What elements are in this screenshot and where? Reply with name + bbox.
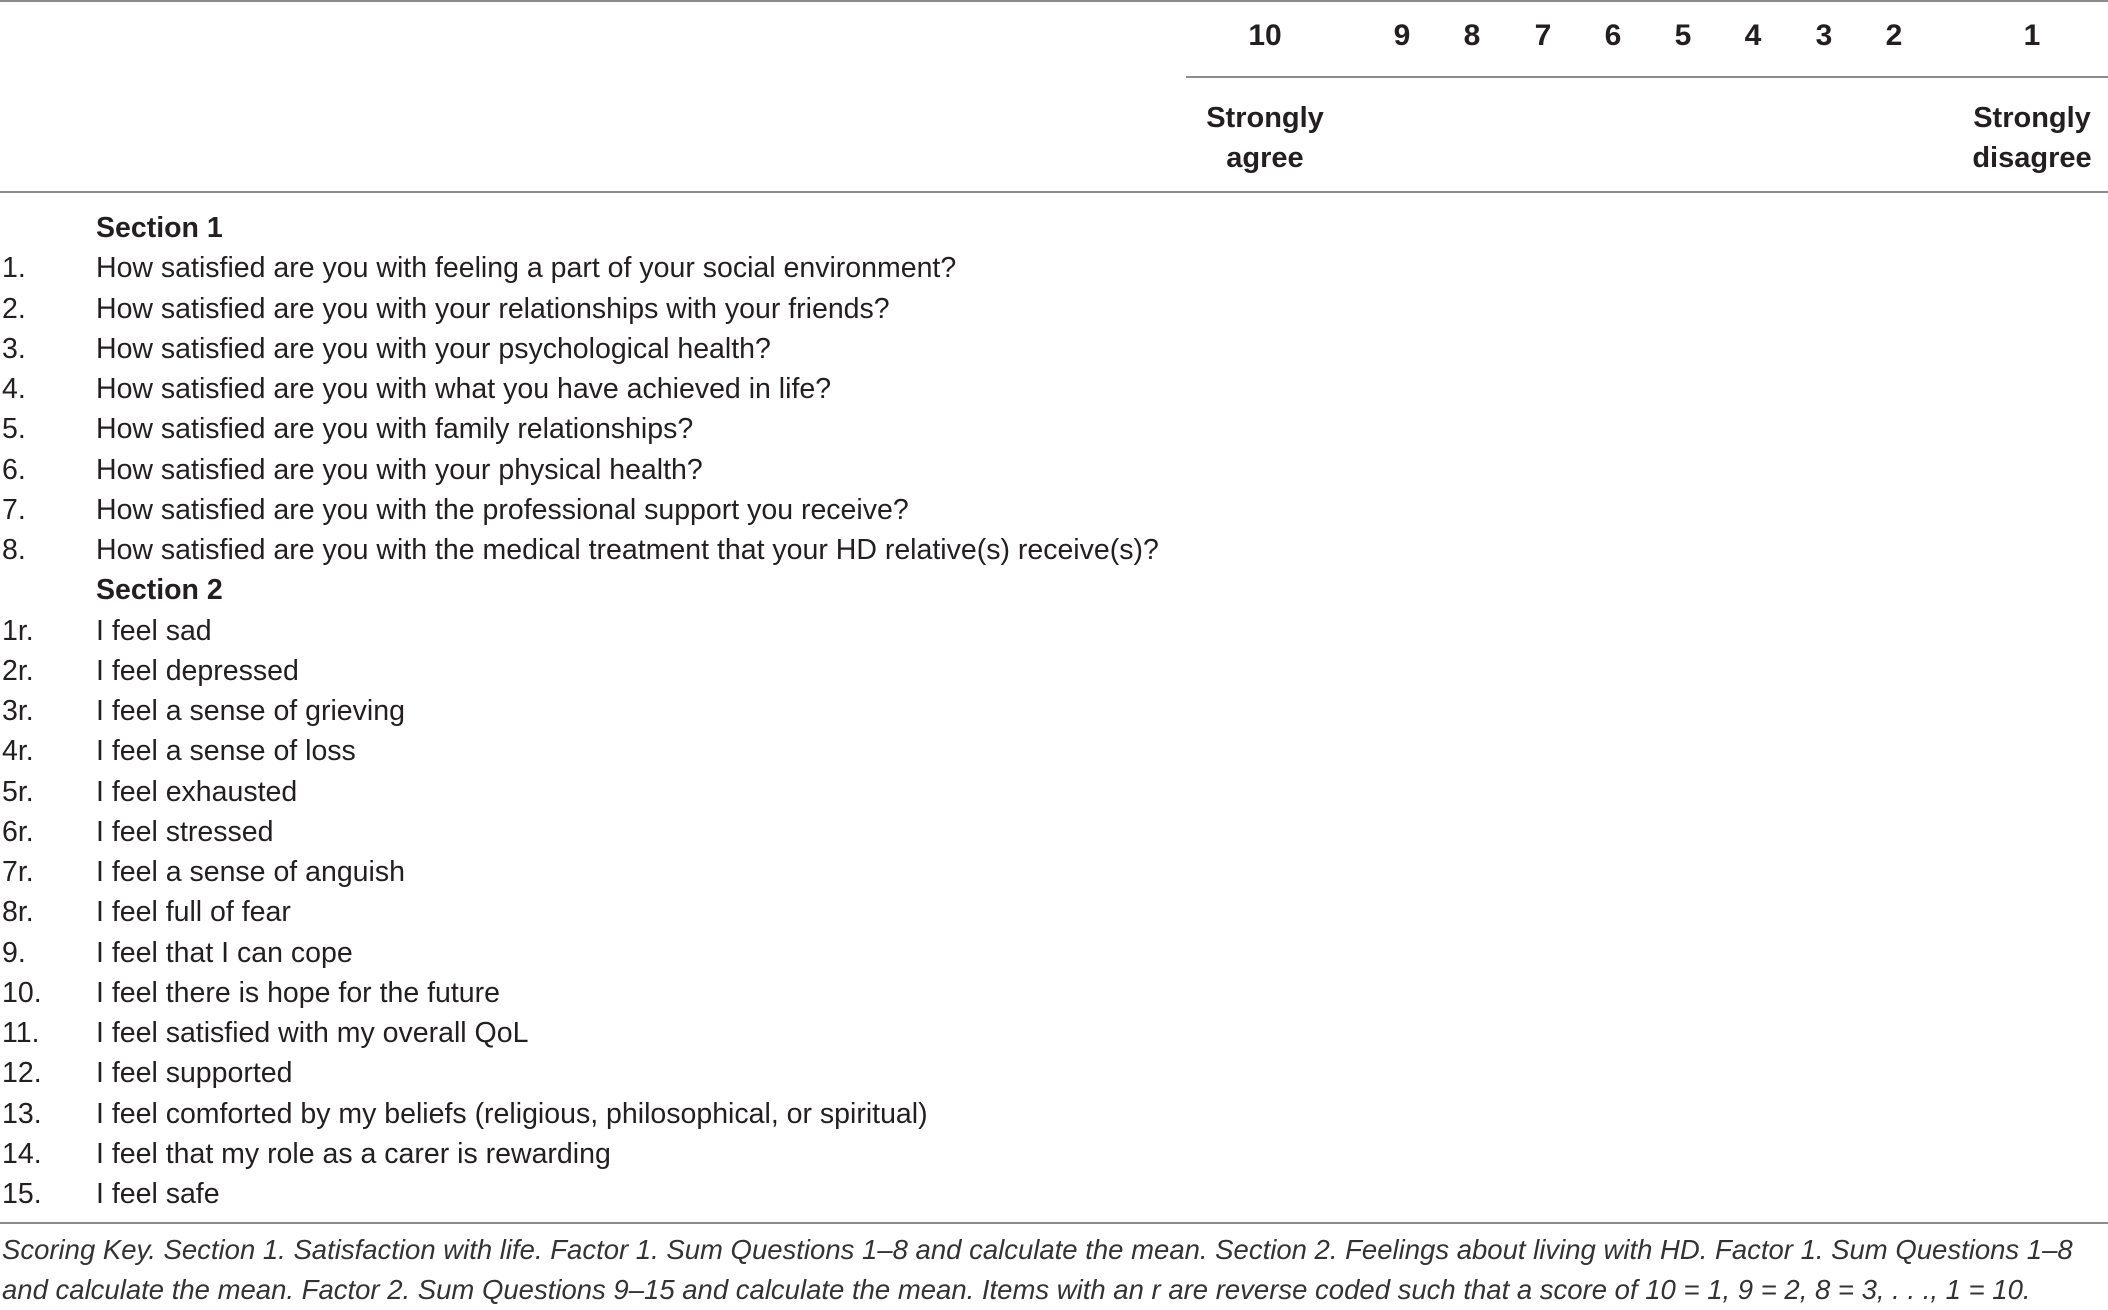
bottom-rule — [0, 1222, 2108, 1224]
item-text: I feel safe — [96, 1178, 220, 1210]
item-number: 8. — [2, 534, 26, 566]
item-number: 6. — [2, 453, 26, 486]
item-row — [0, 329, 1200, 369]
item-row — [0, 812, 1200, 852]
scale-number: 7 — [1534, 19, 1552, 52]
item-row — [0, 973, 1200, 1013]
item-text: I feel depressed — [96, 654, 299, 687]
item-number: 2. — [2, 292, 26, 325]
item-number: 12. — [2, 1057, 42, 1090]
scale-number: 1 — [2023, 19, 2041, 52]
scale-number: 8 — [1463, 19, 1481, 52]
item-row — [0, 369, 1200, 409]
item-text: I feel comforted by my beliefs (religious, philosophical, or spiritual) — [96, 1097, 928, 1130]
item-number: 10. — [2, 976, 42, 1009]
item-row — [0, 1013, 1200, 1053]
scale-number: 6 — [1604, 19, 1622, 52]
item-row — [0, 933, 1200, 973]
item-row — [0, 691, 1200, 731]
anchor-word: Strongly — [1206, 102, 1324, 134]
item-text: I feel full of fear — [96, 896, 291, 929]
item-number: 5r. — [2, 775, 34, 808]
strongly-agree-label — [1175, 98, 1355, 178]
section-title: Section 2 — [96, 574, 223, 607]
item-text: I feel a sense of anguish — [96, 856, 405, 888]
item-row — [0, 248, 1200, 288]
scoring-key-footnote: Scoring Key. Section 1. Satisfaction with life. Factor 1. Sum Questions 1–8 and calculate the mean. Section 2. Feelings about living with HD. Factor 1. Sum Questions 1–8 and calculate the mean. Factor 2. Sum Questions 9–15 and calculate the mean. Items with an r are reverse coded such that a score of 10 = 1, 9 = 2, 8 = 3, . . ., 1 = 10. — [2, 1234, 2073, 1305]
item-number: 3. — [2, 332, 26, 365]
item-row — [0, 289, 1200, 329]
item-number: 9. — [2, 936, 26, 969]
item-row — [0, 892, 1200, 932]
item-text: I feel satisfied with my overall QoL — [96, 1017, 529, 1049]
item-text: How satisfied are you with feeling a part of your social environment? — [96, 252, 957, 285]
item-number: 11. — [2, 1017, 40, 1049]
scale-number: 9 — [1393, 19, 1411, 52]
item-text: How satisfied are you with family relationships? — [96, 413, 694, 446]
scale-number: 10 — [1248, 19, 1282, 52]
anchor-word: disagree — [1972, 142, 2092, 174]
item-row — [0, 772, 1200, 812]
header-rule — [0, 191, 2108, 193]
item-text: How satisfied are you with your psychological health? — [96, 332, 771, 365]
item-number: 3r. — [2, 695, 34, 727]
item-number: 14. — [2, 1137, 42, 1170]
item-number: 7. — [2, 493, 26, 526]
item-row — [0, 852, 1200, 892]
item-text: I feel a sense of grieving — [96, 695, 405, 727]
strongly-disagree-label — [1942, 98, 2108, 178]
item-text: I feel that I can cope — [96, 936, 353, 969]
item-row — [0, 1174, 1200, 1214]
item-number: 6r. — [2, 815, 34, 848]
section-heading — [0, 208, 1200, 248]
item-number: 13. — [2, 1097, 42, 1130]
section-heading — [0, 570, 1200, 610]
item-text: I feel there is hope for the future — [96, 976, 500, 1009]
item-text: I feel supported — [96, 1057, 293, 1090]
section-title: Section 1 — [96, 212, 223, 244]
item-row — [0, 731, 1200, 771]
item-number: 4. — [2, 373, 26, 405]
item-row — [0, 611, 1200, 651]
item-number: 1. — [2, 252, 26, 285]
item-row — [0, 651, 1200, 691]
anchor-word: Strongly — [1973, 102, 2091, 134]
item-text: I feel sad — [96, 614, 212, 647]
item-row — [0, 530, 1200, 570]
item-number: 8r. — [2, 896, 34, 929]
item-list — [0, 208, 1200, 1214]
item-number: 5. — [2, 413, 26, 446]
item-text: How satisfied are you with your relationships with your friends? — [96, 292, 890, 325]
item-text: I feel a sense of loss — [96, 735, 356, 768]
item-text: How satisfied are you with your physical health? — [96, 453, 703, 486]
item-number: 15. — [2, 1178, 42, 1210]
item-row — [0, 1053, 1200, 1093]
item-number: 1r. — [2, 614, 34, 647]
anchor-word: agree — [1226, 142, 1304, 174]
item-text: I feel that my role as a carer is rewarding — [96, 1137, 611, 1170]
top-rule — [0, 0, 2108, 2]
scale-number: 3 — [1815, 19, 1833, 52]
item-number: 4r. — [2, 735, 34, 768]
scale-number: 4 — [1744, 19, 1762, 52]
item-text: How satisfied are you with the medical treatment that your HD relative(s) receive(s)? — [96, 534, 1159, 566]
item-number: 7r. — [2, 856, 34, 888]
scale-number: 5 — [1674, 19, 1692, 52]
item-text: How satisfied are you with the professional support you receive? — [96, 493, 909, 526]
scale-rule — [1186, 76, 2108, 78]
item-row — [0, 1094, 1200, 1134]
item-row — [0, 1134, 1200, 1174]
scale-number: 2 — [1885, 19, 1903, 52]
item-row — [0, 450, 1200, 490]
item-number: 2r. — [2, 654, 34, 687]
item-text: I feel stressed — [96, 815, 274, 848]
item-text: How satisfied are you with what you have achieved in life? — [96, 373, 832, 405]
item-row — [0, 490, 1200, 530]
item-text: I feel exhausted — [96, 775, 298, 808]
item-row — [0, 409, 1200, 449]
